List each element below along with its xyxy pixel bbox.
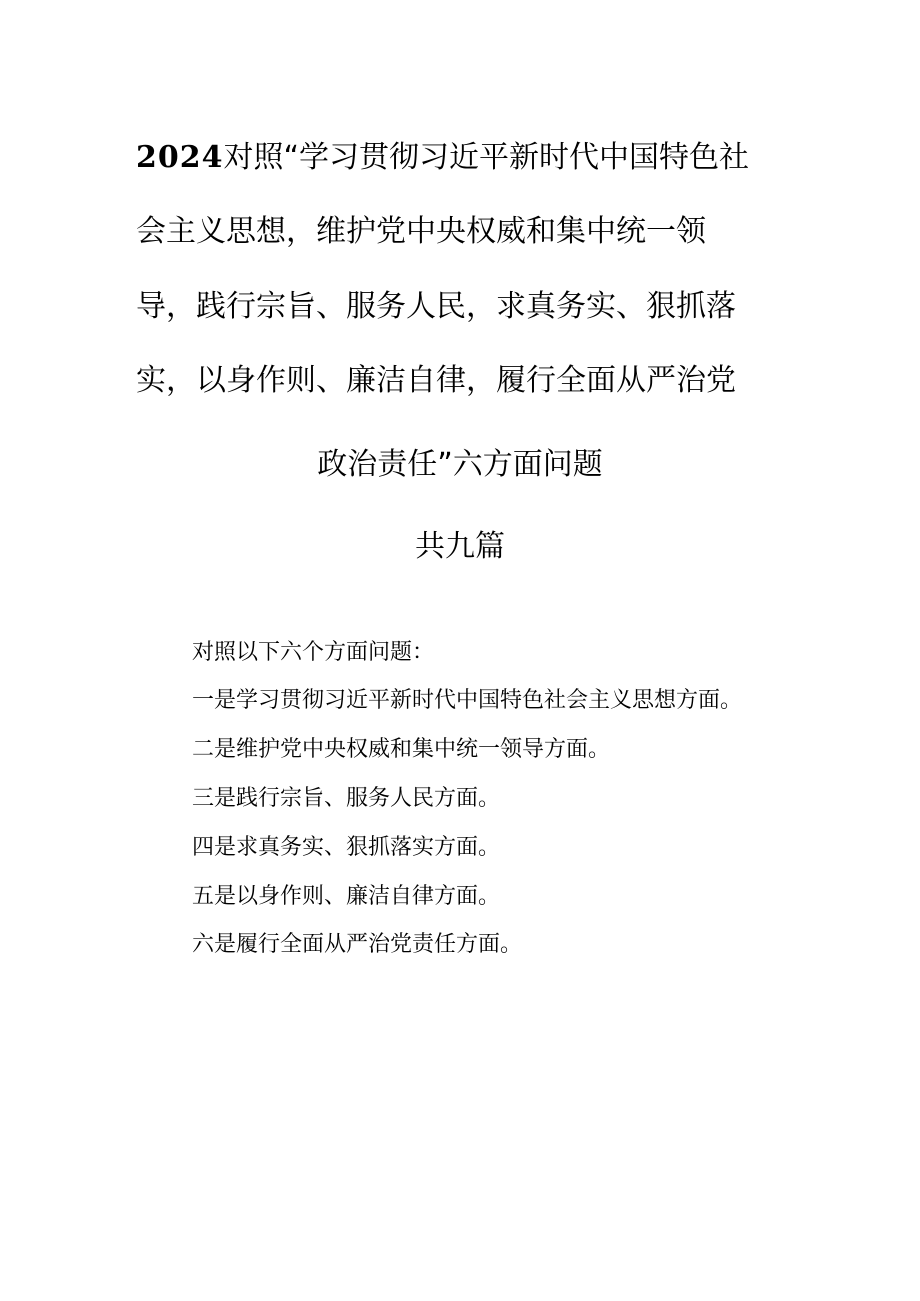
title-year: 2024 [136, 140, 224, 175]
title-line-3: 导，践行宗旨、服务人民，求真务实、狠抓落 [136, 289, 736, 324]
list-item: 四是求真务实、狠抓落实方面。 [192, 835, 501, 860]
title-line-2: 会主义思想，维护党中央权威和集中统一领 [136, 214, 706, 249]
list-item: 一是学习贯彻习近平新时代中国特色社会主义思想方面。 [192, 688, 743, 713]
document-subtitle: 共九篇 [415, 529, 505, 564]
title-line-4: 实，以身作则、廉洁自律，履行全面从严治党 [136, 363, 736, 398]
list-item: 二是维护党中央权威和集中统一领导方面。 [192, 737, 611, 762]
list-item: 三是践行宗旨、服务人民方面。 [192, 786, 501, 811]
list-item: 六是履行全面从严治党责任方面。 [192, 932, 523, 957]
title-line-5: 政治责任”六方面问题 [317, 447, 603, 482]
title-line-1-text: 对照“学习贯彻习近平新时代中国特色社 [223, 140, 750, 175]
title-line-1 [136, 138, 749, 178]
intro-paragraph: 对照以下六个方面问题： [192, 640, 435, 665]
list-item: 五是以身作则、廉洁自律方面。 [192, 884, 501, 909]
